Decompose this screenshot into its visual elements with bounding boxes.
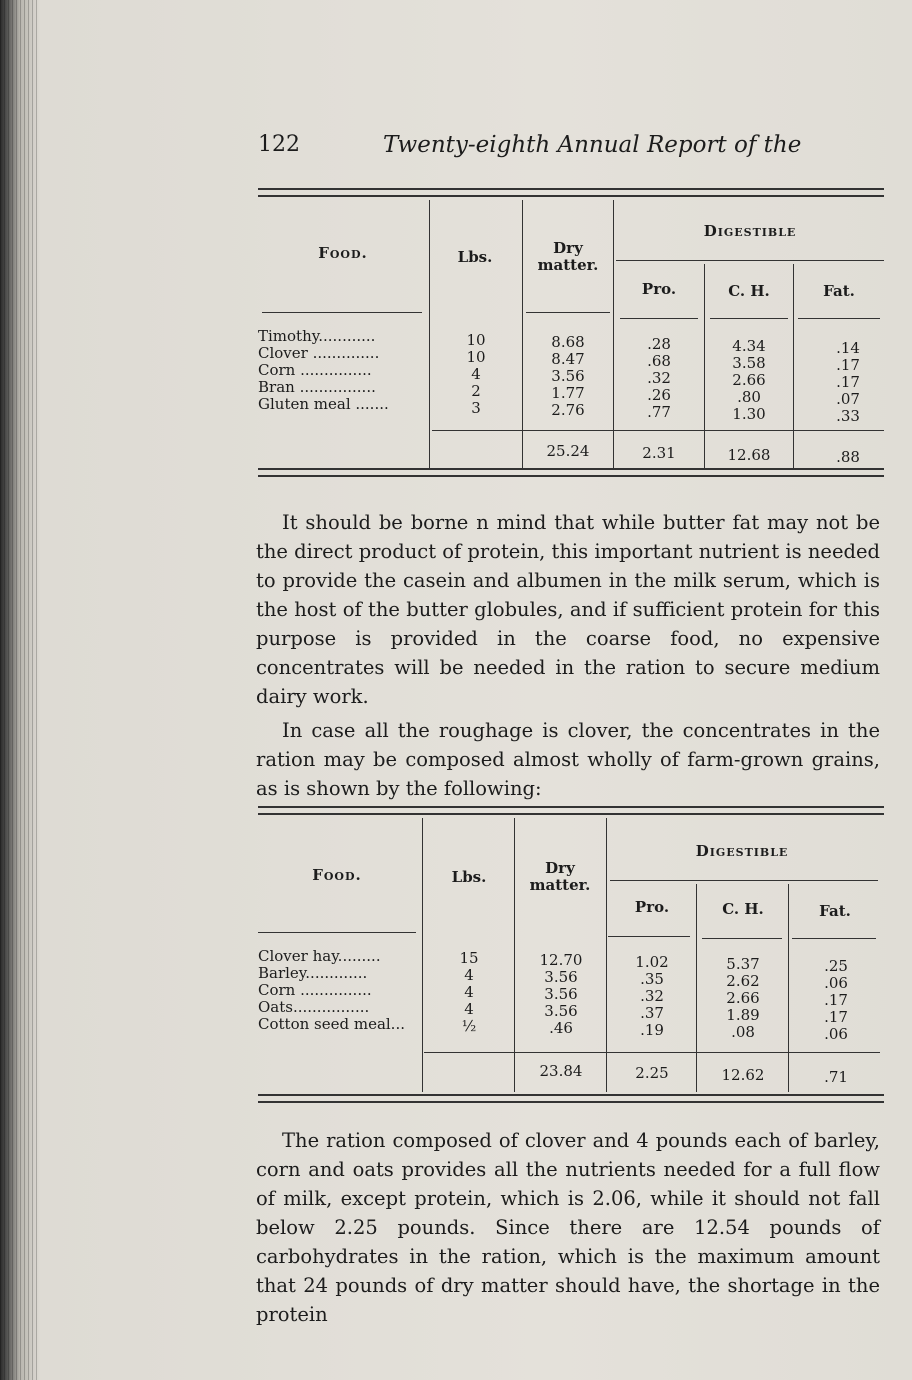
page-number: 122 <box>258 132 300 157</box>
pro-value: 1.02 <box>635 953 669 971</box>
header-pro: Pro. <box>641 280 677 298</box>
food-name: Bran ................ <box>258 379 376 396</box>
lbs-value: 10 <box>466 348 486 366</box>
food-list <box>258 948 418 1033</box>
paragraph-2: In case all the roughage is clover, the concentrates in the ration may be composed almost wholly of farm-grown grains, as is shown by the following: <box>256 719 880 800</box>
dry-value: 8.47 <box>551 350 585 368</box>
dry-value: 3.56 <box>551 367 585 385</box>
table-top-rule <box>258 806 884 815</box>
dry-value: 1.77 <box>551 384 585 402</box>
header-lbs: Lbs. <box>457 248 493 266</box>
food-name: Barley............. <box>258 965 368 982</box>
lbs-value: 4 <box>464 966 474 984</box>
pro-value: .37 <box>640 1004 664 1022</box>
pro-value: .32 <box>647 369 671 387</box>
lbs-column <box>424 950 514 1035</box>
total-pro: 2.31 <box>642 444 676 462</box>
header-lbs: Lbs. <box>451 868 487 886</box>
food-name: Corn ............... <box>258 982 372 999</box>
lbs-value: ½ <box>461 1017 477 1035</box>
dry-value: 3.56 <box>544 985 578 1003</box>
header-pro: Pro. <box>634 898 670 916</box>
header-food: Food. <box>312 866 362 884</box>
ch-value: 1.89 <box>726 1006 760 1024</box>
food-name: Clover .............. <box>258 345 380 362</box>
header-fat: Fat. <box>823 282 855 300</box>
total-dry: 23.84 <box>539 1062 583 1080</box>
pro-column <box>614 336 704 421</box>
fat-column <box>808 340 888 425</box>
fat-value: .17 <box>824 1008 848 1026</box>
ch-column <box>698 956 788 1041</box>
pro-value: .28 <box>647 335 671 353</box>
pro-value: .35 <box>640 970 664 988</box>
header-ch: C. H. <box>728 282 770 300</box>
header-food: Food. <box>318 244 368 262</box>
fat-value: .14 <box>836 339 860 357</box>
dry-value: 3.56 <box>544 968 578 986</box>
fat-column <box>794 958 878 1043</box>
ch-value: 5.37 <box>726 955 760 973</box>
ch-value: 3.58 <box>732 354 766 372</box>
dry-value: 3.56 <box>544 1002 578 1020</box>
total-fat: .71 <box>824 1068 848 1086</box>
fat-value: .33 <box>836 407 860 425</box>
lbs-value: 15 <box>459 949 479 967</box>
ch-value: 4.34 <box>732 337 766 355</box>
dry-value: 8.68 <box>551 333 585 351</box>
fat-value: .17 <box>824 991 848 1009</box>
food-list <box>258 328 428 413</box>
food-name: Oats................ <box>258 999 370 1016</box>
pro-value: .32 <box>640 987 664 1005</box>
food-name: Gluten meal ....... <box>258 396 389 413</box>
dry-column <box>523 334 613 419</box>
pro-value: .26 <box>647 386 671 404</box>
header-dry-matter: Dry matter. <box>537 239 599 274</box>
ch-value: 2.66 <box>732 371 766 389</box>
fat-value: .06 <box>824 974 848 992</box>
header-fat: Fat. <box>819 902 851 920</box>
fat-value: .07 <box>836 390 860 408</box>
book-spine <box>0 0 40 1380</box>
fat-value: .17 <box>836 356 860 374</box>
total-ch: 12.62 <box>721 1066 765 1084</box>
ration-table-2 <box>258 806 884 1110</box>
ch-value: 1.30 <box>732 405 766 423</box>
paragraph-1: It should be borne n mind that while butter fat may not be the direct product of protein, this important nutrient is needed to provide the casein and albumen in the milk serum, which is the host of the butter globules, and if sufficient protein for this purpose is provided in the coarse food, no expensive concentrates will be needed in the ration to secure medium dairy work. <box>256 511 880 708</box>
food-name: Timothy............ <box>258 328 376 345</box>
food-name: Cotton seed meal... <box>258 1016 405 1033</box>
total-dry: 25.24 <box>546 442 590 460</box>
fat-value: .06 <box>824 1025 848 1043</box>
paragraph-3: The ration composed of clover and 4 pounds each of barley, corn and oats provides all the nutrients needed for a full flow of milk, except protein, which is 2.06, while it should not fall below 2.25 pounds. Since there are 12.54 pounds of carbohydrates in the ration, which is the maximum amount that 24 pounds of dry matter should have, the shortage in the protein <box>256 1129 880 1326</box>
dry-value: .46 <box>549 1019 573 1037</box>
dry-value: 2.76 <box>551 401 585 419</box>
ch-value: 2.66 <box>726 989 760 1007</box>
fat-value: .17 <box>836 373 860 391</box>
running-title: Twenty-eighth Annual Report of the <box>383 132 802 158</box>
dry-column <box>516 952 606 1037</box>
fat-value: .25 <box>824 957 848 975</box>
food-name: Corn ............... <box>258 362 372 379</box>
lbs-value: 2 <box>471 382 481 400</box>
lbs-column <box>430 332 522 417</box>
pro-value: .19 <box>640 1021 664 1039</box>
ch-column <box>705 338 793 423</box>
pro-value: .77 <box>647 403 671 421</box>
lbs-value: 4 <box>471 365 481 383</box>
table-bottom-rule <box>258 468 884 477</box>
lbs-value: 3 <box>471 399 481 417</box>
page-header <box>258 128 878 168</box>
header-ch: C. H. <box>722 900 764 918</box>
ch-value: .08 <box>731 1023 755 1041</box>
table-bottom-rule <box>258 1094 884 1103</box>
header-digestible: Digestible <box>695 842 789 860</box>
food-name: Clover hay......... <box>258 948 381 965</box>
header-dry-matter: Dry matter. <box>529 859 591 894</box>
lbs-value: 10 <box>466 331 486 349</box>
lbs-value: 4 <box>464 1000 474 1018</box>
table-top-rule <box>258 188 884 197</box>
lbs-value: 4 <box>464 983 474 1001</box>
total-ch: 12.68 <box>727 446 771 464</box>
pro-column <box>608 954 696 1039</box>
ration-table-1 <box>258 186 884 486</box>
total-pro: 2.25 <box>635 1064 669 1082</box>
header-digestible: Digestible <box>703 222 797 240</box>
ch-value: .80 <box>737 388 761 406</box>
pro-value: .68 <box>647 352 671 370</box>
total-fat: .88 <box>836 448 860 466</box>
dry-value: 12.70 <box>539 951 583 969</box>
ch-value: 2.62 <box>726 972 760 990</box>
